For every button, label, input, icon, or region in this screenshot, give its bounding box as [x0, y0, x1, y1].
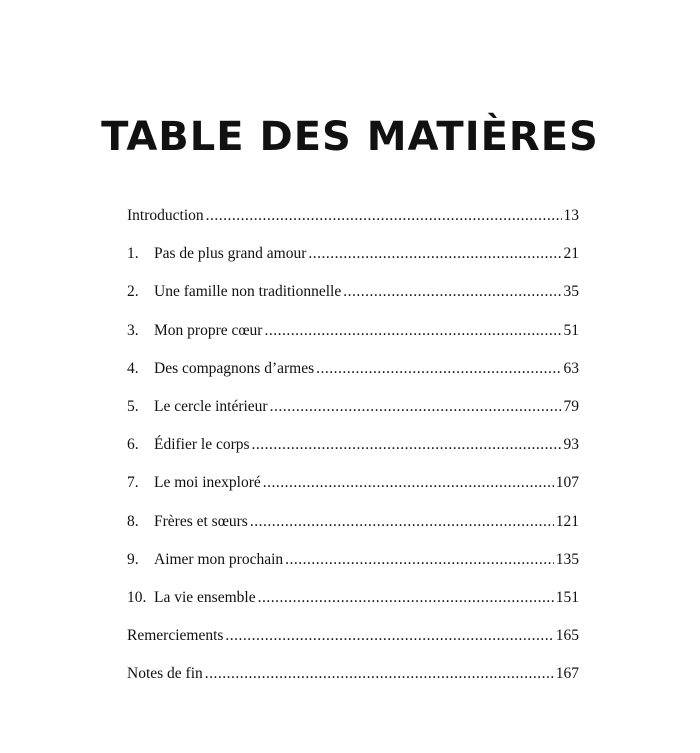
dot-leader	[285, 549, 554, 571]
chapter-title: Pas de plus grand amour	[154, 245, 307, 263]
dot-leader	[250, 511, 554, 533]
chapter-number: 10.	[127, 588, 147, 606]
toc-entry	[127, 320, 579, 358]
page-number: 79	[563, 397, 579, 415]
chapter-title: Aimer mon prochain	[154, 550, 284, 568]
dot-leader	[206, 205, 562, 227]
page-number: 165	[555, 627, 579, 645]
page-number: 63	[563, 359, 579, 377]
dot-leader	[343, 281, 561, 303]
chapter-title: Le moi inexploré	[154, 474, 261, 492]
toc-entry	[127, 358, 579, 396]
chapter-title: Le cercle intérieur	[154, 397, 268, 415]
toc-entry	[127, 511, 579, 549]
dot-leader	[270, 396, 562, 418]
page-number: 93	[563, 436, 579, 454]
dot-leader	[263, 472, 554, 494]
chapter-number: 4.	[127, 359, 139, 377]
dot-leader	[316, 358, 561, 380]
chapter-title: Introduction	[127, 207, 204, 224]
toc-entry	[127, 281, 579, 319]
toc-entry	[127, 396, 579, 434]
chapter-number: 3.	[127, 321, 139, 339]
page-number: 107	[555, 474, 579, 492]
dot-leader	[225, 625, 553, 647]
dot-leader	[258, 587, 554, 609]
toc-entry	[127, 625, 579, 663]
chapter-number: 2.	[127, 283, 139, 301]
chapter-number: 9.	[127, 550, 139, 568]
chapter-title: Remerciements	[127, 627, 224, 645]
page-number: 21	[563, 245, 579, 263]
toc-entry	[127, 587, 579, 625]
chapter-number: 8.	[127, 512, 139, 530]
chapter-number: 5.	[127, 397, 139, 415]
page-number: 167	[555, 665, 579, 683]
chapter-title: Une famille non traditionnelle	[154, 283, 342, 301]
page-number: 121	[555, 512, 579, 530]
toc-entry	[127, 472, 579, 510]
page-number: 135	[555, 550, 579, 568]
chapter-number: 1.	[127, 245, 139, 263]
chapter-title: Des compagnons d’armes	[154, 359, 315, 377]
page-title: TABLE DES MATIÈRES	[101, 113, 599, 160]
page-number: 151	[555, 588, 579, 606]
chapter-number: 7.	[127, 474, 139, 492]
table-of-contents	[127, 205, 579, 701]
chapter-title: La vie ensemble	[154, 588, 256, 606]
chapter-title: Notes de fin	[127, 665, 203, 683]
chapter-title: Édifier le corps	[154, 436, 250, 454]
dot-leader	[252, 434, 562, 456]
dot-leader	[264, 320, 561, 342]
dot-leader	[205, 663, 554, 685]
page-number: 13	[563, 207, 579, 224]
chapter-title: Mon propre cœur	[154, 321, 263, 339]
page-number: 35	[563, 283, 579, 301]
toc-entry	[127, 434, 579, 472]
toc-entry	[127, 663, 579, 701]
toc-entry	[127, 549, 579, 587]
page-number: 51	[563, 321, 579, 339]
chapter-title: Frères et sœurs	[154, 512, 248, 530]
toc-entry	[127, 243, 579, 281]
toc-entry	[127, 205, 579, 243]
chapter-number: 6.	[127, 436, 139, 454]
dot-leader	[308, 243, 561, 265]
